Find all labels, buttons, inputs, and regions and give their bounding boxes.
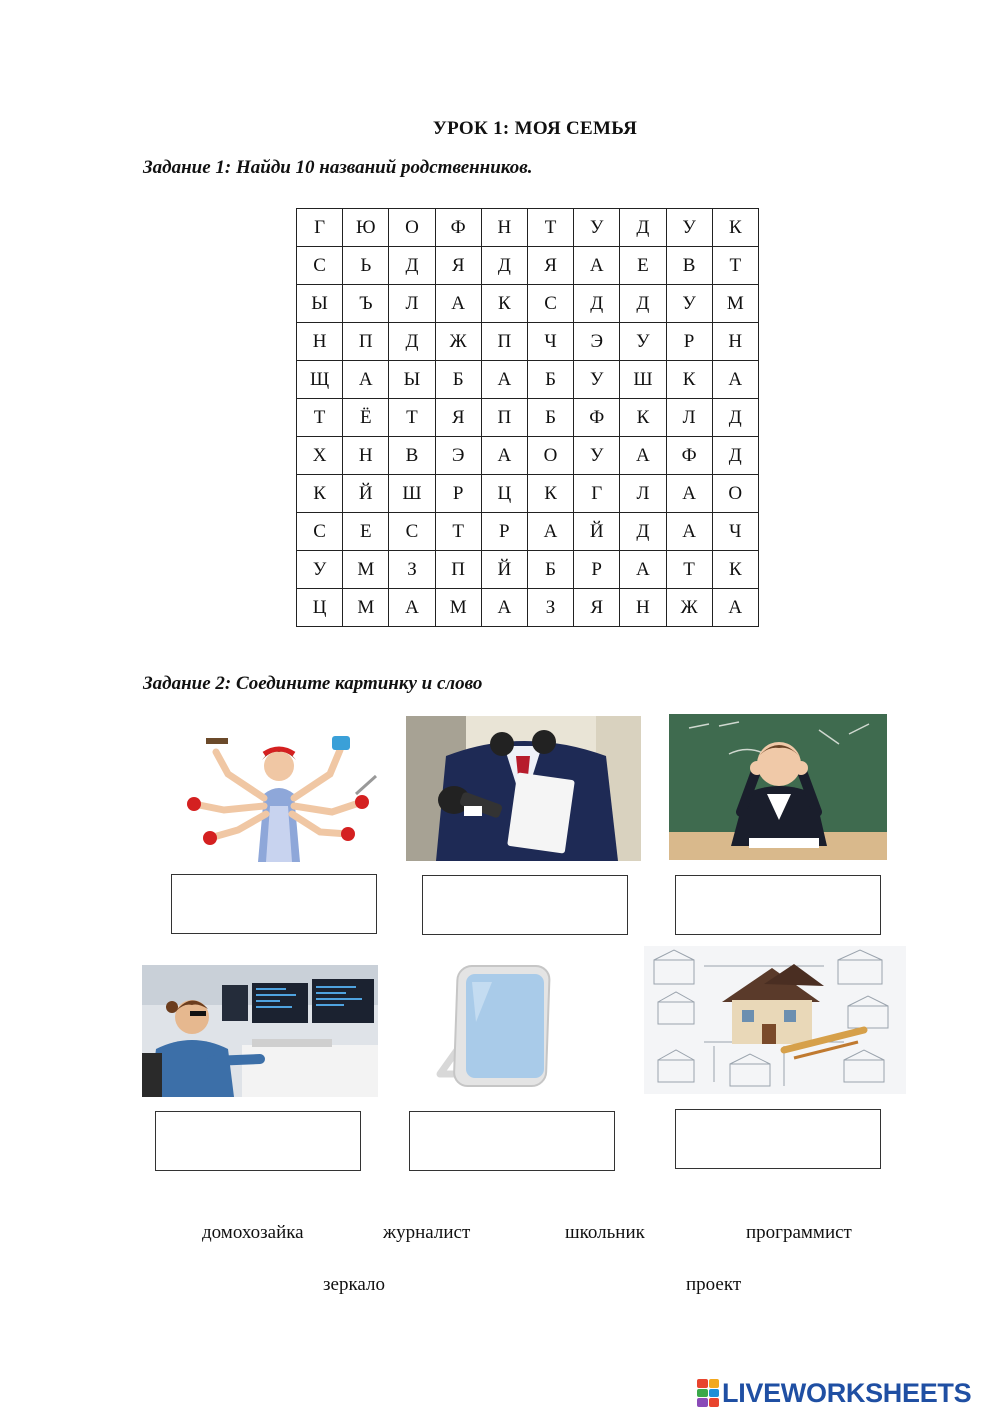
grid-cell[interactable]: О [527,437,573,475]
grid-cell[interactable]: Т [389,399,435,437]
grid-cell[interactable]: С [527,285,573,323]
grid-cell[interactable]: Э [574,323,620,361]
grid-cell[interactable]: З [527,589,573,627]
grid-cell[interactable]: А [389,589,435,627]
grid-cell[interactable]: А [574,247,620,285]
grid-cell[interactable]: О [712,475,758,513]
grid-cell[interactable]: У [620,323,666,361]
grid-cell[interactable]: А [666,475,712,513]
grid-cell[interactable]: Н [481,209,527,247]
grid-cell[interactable]: Д [481,247,527,285]
grid-cell[interactable]: Ю [343,209,389,247]
grid-cell[interactable]: У [666,285,712,323]
grid-cell[interactable]: Е [620,247,666,285]
grid-row [297,551,759,589]
grid-cell[interactable]: Й [343,475,389,513]
grid-cell[interactable]: Л [389,285,435,323]
grid-cell[interactable]: П [481,399,527,437]
grid-cell[interactable]: Ф [435,209,481,247]
grid-cell[interactable]: А [343,361,389,399]
grid-cell[interactable]: Е [343,513,389,551]
grid-row [297,437,759,475]
grid-cell[interactable]: В [389,437,435,475]
grid-cell[interactable]: Й [481,551,527,589]
liveworksheets-logo [697,1377,971,1409]
word-option[interactable]: журналист [383,1222,471,1243]
grid-row [297,323,759,361]
grid-cell[interactable]: А [481,589,527,627]
grid-cell[interactable]: Д [574,285,620,323]
grid-cell[interactable]: Д [712,399,758,437]
grid-cell[interactable]: Н [620,589,666,627]
schoolboy-picture [669,714,887,860]
grid-cell[interactable]: К [297,475,343,513]
grid-cell[interactable]: Д [620,285,666,323]
grid-cell[interactable]: Г [574,475,620,513]
grid-cell[interactable]: В [666,247,712,285]
grid-cell[interactable]: М [343,551,389,589]
grid-cell[interactable]: Ж [666,589,712,627]
word-option[interactable]: школьник [565,1222,645,1243]
grid-cell[interactable]: У [574,361,620,399]
grid-row [297,513,759,551]
housewife-picture [180,714,378,862]
grid-cell[interactable]: Р [666,323,712,361]
grid-cell[interactable]: Р [435,475,481,513]
grid-cell[interactable]: Ц [481,475,527,513]
grid-row [297,399,759,437]
word-option[interactable]: зеркало [323,1274,385,1295]
grid-cell[interactable]: Х [297,437,343,475]
word-option[interactable]: программист [746,1222,852,1243]
grid-cell[interactable]: Т [297,399,343,437]
grid-cell[interactable]: А [527,513,573,551]
grid-cell[interactable]: Ы [389,361,435,399]
grid-cell[interactable]: Ш [620,361,666,399]
journalist-picture [406,716,641,861]
grid-cell[interactable]: А [481,361,527,399]
grid-cell[interactable]: Ь [343,247,389,285]
grid-row [297,247,759,285]
grid-cell[interactable]: М [343,589,389,627]
grid-cell[interactable]: А [666,513,712,551]
grid-cell[interactable]: Р [574,551,620,589]
grid-cell[interactable]: А [481,437,527,475]
grid-cell[interactable]: Ч [712,513,758,551]
grid-cell[interactable]: Л [666,399,712,437]
grid-cell[interactable]: Ц [297,589,343,627]
grid-row [297,475,759,513]
grid-cell[interactable]: Ъ [343,285,389,323]
grid-cell[interactable]: Й [574,513,620,551]
grid-cell[interactable]: М [435,589,481,627]
word-option[interactable]: домохозайка [202,1222,304,1243]
task2-heading: Задание 2: Соедините картинку и слово [143,673,483,694]
grid-cell[interactable]: Б [527,551,573,589]
grid-cell[interactable]: П [435,551,481,589]
grid-cell[interactable]: Р [481,513,527,551]
grid-cell[interactable]: У [666,209,712,247]
word-search-grid [296,208,759,627]
grid-cell[interactable]: Я [435,247,481,285]
answer-box-2[interactable] [422,875,628,935]
grid-cell[interactable]: Д [620,513,666,551]
mirror-picture [432,962,556,1090]
grid-cell[interactable]: Ж [435,323,481,361]
grid-cell[interactable]: Я [527,247,573,285]
grid-cell[interactable]: Я [574,589,620,627]
grid-cell[interactable]: А [712,361,758,399]
grid-cell[interactable]: А [712,589,758,627]
grid-cell[interactable]: К [481,285,527,323]
grid-cell[interactable]: Л [620,475,666,513]
grid-cell[interactable]: С [297,513,343,551]
grid-cell[interactable]: С [297,247,343,285]
grid-cell[interactable]: К [666,361,712,399]
answer-box-6[interactable] [675,1109,881,1169]
grid-cell[interactable]: Н [297,323,343,361]
grid-cell[interactable]: А [435,285,481,323]
grid-cell[interactable]: Т [527,209,573,247]
grid-cell[interactable]: К [527,475,573,513]
logo-text: LIVEWORKSHEETS [722,1377,972,1408]
grid-cell[interactable]: Т [712,247,758,285]
grid-cell[interactable]: Д [389,323,435,361]
grid-cell[interactable]: У [574,209,620,247]
grid-cell[interactable]: К [712,209,758,247]
grid-cell[interactable]: Ш [389,475,435,513]
grid-cell[interactable]: Б [527,361,573,399]
answer-box-5[interactable] [409,1111,615,1171]
grid-cell[interactable]: Н [343,437,389,475]
grid-cell[interactable]: Б [435,361,481,399]
answer-box-4[interactable] [155,1111,361,1171]
grid-cell[interactable]: Э [435,437,481,475]
grid-cell[interactable]: Т [435,513,481,551]
grid-cell[interactable]: К [712,551,758,589]
grid-cell[interactable]: Д [712,437,758,475]
grid-cell[interactable]: Ы [297,285,343,323]
grid-cell[interactable]: Д [620,209,666,247]
grid-cell[interactable]: П [343,323,389,361]
grid-cell[interactable]: У [297,551,343,589]
grid-cell[interactable]: Щ [297,361,343,399]
programmer-picture [142,965,378,1097]
word-option[interactable]: проект [686,1274,742,1295]
grid-cell[interactable]: Ч [527,323,573,361]
grid-cell[interactable]: А [620,551,666,589]
grid-cell[interactable]: Ф [574,399,620,437]
grid-cell[interactable]: П [481,323,527,361]
grid-cell[interactable]: З [389,551,435,589]
logo-mark-icon [697,1379,719,1407]
task1-heading: Задание 1: Найди 10 названий родственников. [143,157,533,178]
grid-cell[interactable]: Ф [666,437,712,475]
grid-cell[interactable]: Ё [343,399,389,437]
answer-box-1[interactable] [171,874,377,934]
answer-box-3[interactable] [675,875,881,935]
grid-cell[interactable]: Д [389,247,435,285]
grid-cell[interactable]: Я [435,399,481,437]
grid-cell[interactable]: С [389,513,435,551]
grid-row [297,361,759,399]
grid-cell[interactable]: Н [712,323,758,361]
grid-cell[interactable]: А [620,437,666,475]
grid-cell[interactable]: К [620,399,666,437]
grid-row [297,285,759,323]
grid-cell[interactable]: Т [666,551,712,589]
grid-cell[interactable]: Г [297,209,343,247]
grid-cell[interactable]: Б [527,399,573,437]
grid-cell[interactable]: М [712,285,758,323]
page-title: УРОК 1: МОЯ СЕМЬЯ [432,118,638,139]
grid-row [297,589,759,627]
grid-cell[interactable]: О [389,209,435,247]
grid-row [297,209,759,247]
grid-cell[interactable]: У [574,437,620,475]
project-picture [644,946,906,1094]
